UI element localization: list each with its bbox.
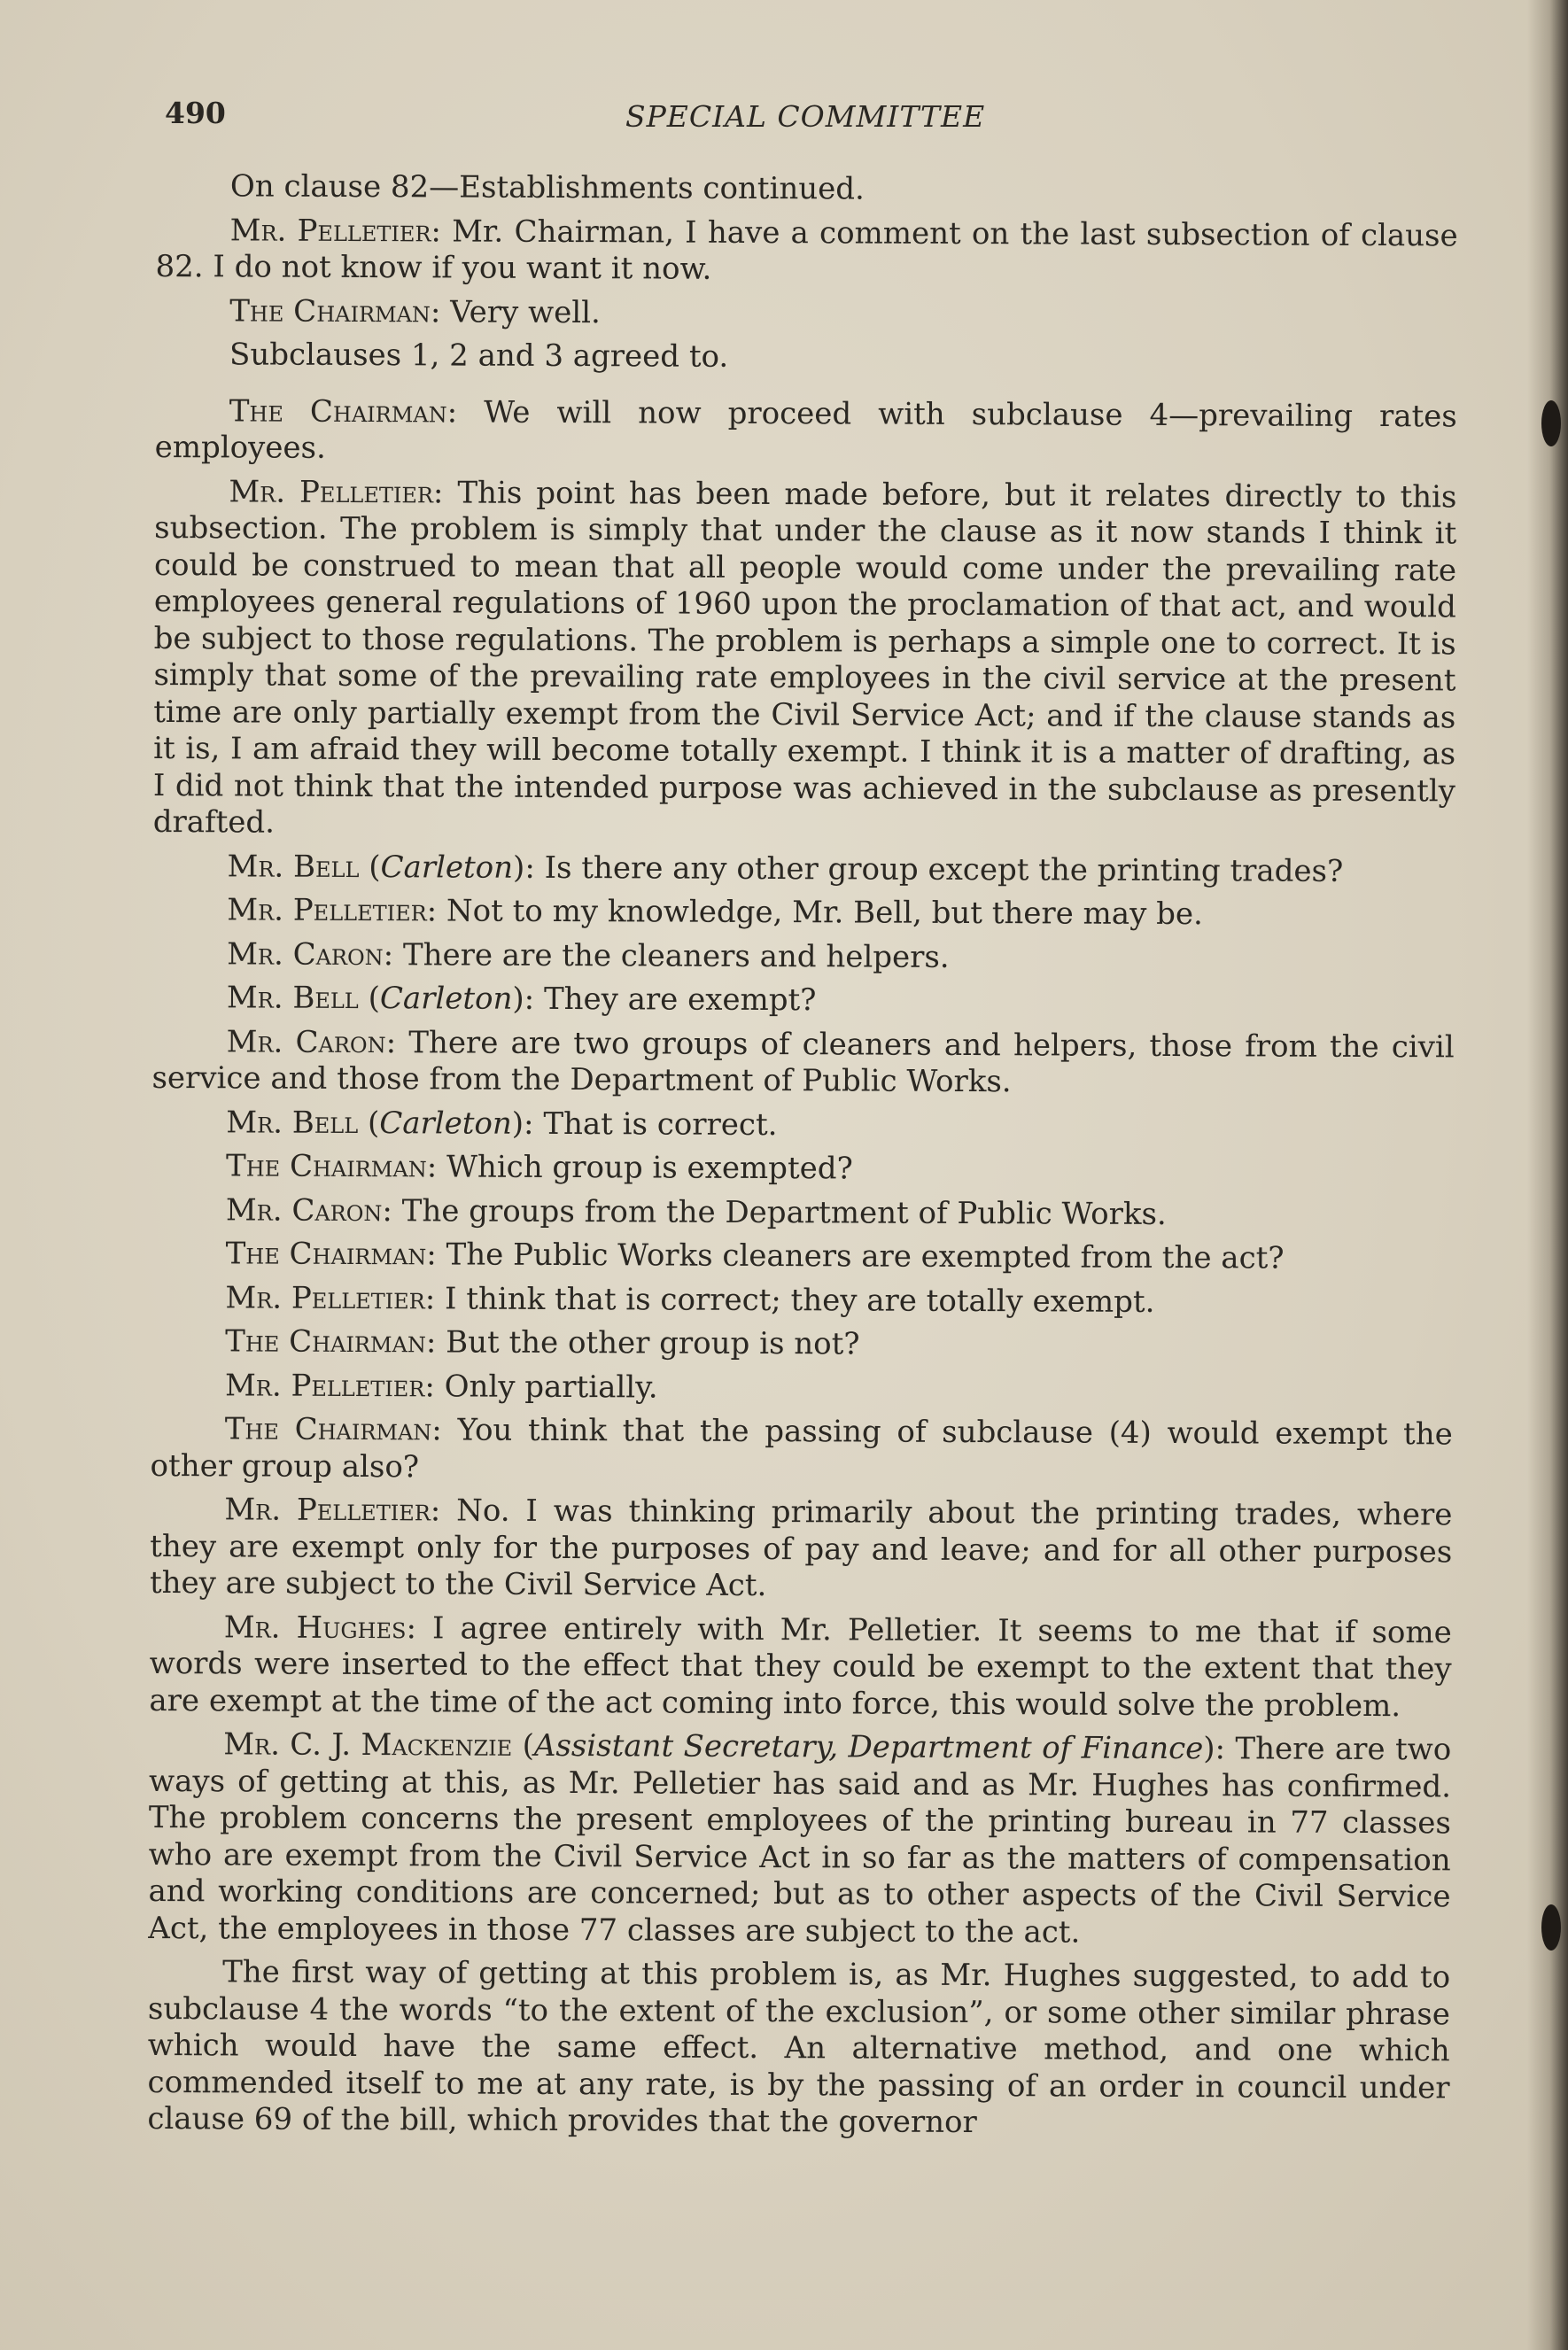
speaker-name: The Chairman	[225, 1236, 427, 1273]
speaker-riding: Carleton	[380, 849, 514, 886]
paragraph: The Chairman: We will now proceed with subclause 4—prevailing rates employees.	[154, 392, 1457, 466]
speaker-name: Mr. Caron	[227, 935, 384, 973]
paragraph: Mr. Bell (Carleton): Is there any other group except the printing trades?	[227, 848, 1344, 889]
paragraph: The Chairman: Which group is exempted?	[225, 1148, 853, 1187]
speaker-name: The Chairman	[225, 1148, 427, 1185]
speaker-name: Mr. Pelletier	[227, 892, 427, 929]
paragraph: On clause 82—Establishments continued.	[229, 168, 865, 207]
paragraph: Mr. Bell (Carleton): That is correct.	[226, 1104, 778, 1143]
page-number: 490	[165, 96, 226, 130]
speaker-name: The Chairman	[225, 1323, 426, 1361]
binder-ring	[1541, 400, 1561, 446]
speaker-name: Mr. C. J. Mackenzie	[223, 1726, 513, 1764]
paragraph: Mr. Pelletier: Only partially.	[224, 1367, 658, 1405]
paragraph: Mr. Pelletier: Not to my knowledge, Mr. Bell, but there may be.	[227, 892, 1203, 933]
speaker-name: Mr. Caron	[226, 1023, 386, 1060]
speaker-riding: Assistant Secretary, Department of Finance	[533, 1727, 1204, 1767]
speaker-name: Mr. Bell	[226, 980, 359, 1017]
paragraph: Mr. Pelletier: I think that is correct; they are totally exempt.	[225, 1279, 1155, 1320]
paragraph: Mr. C. J. Mackenzie (Assistant Secretary, Department of Finance): There are two ways of getting at this, as Mr. Pelletier has said and as Mr. Hughes has confirmed. The problem concerns the present employees of the printing bureau in 77 classes who are exempt from the Civil Service Act in so far as the matters of compensation and working conditions are concerned; but as to other aspects of the Civil Service Act, the employees in those 77 classes are subject to the act.	[148, 1726, 1452, 1951]
speaker-name: The Chairman	[224, 1411, 432, 1448]
speaker-riding: Carleton	[379, 1105, 512, 1142]
paragraph: Mr. Pelletier: This point has been made before, but it relates directly to this subsection. The problem is simply that under the clause as it now stands I think it could be construed to mean that all people would come under the prevailing rate employees general regulations of 1960 upon the proclamation of that act, and would be subject to those regulations. The problem is perhaps a simple one to correct. It is simply that some of the prevailing rate employees in the civil service at the present time are only partially exempt from the Civil Service Act; and if the clause stands as it is, I am afraid they will become totally exempt. I think it is a matter of drafting, as I did not think that the intended purpose was achieved in the subclause as presently drafted.	[152, 473, 1457, 841]
speaker-name: Mr. Caron	[225, 1191, 383, 1229]
paragraph: Mr. Pelletier: Mr. Chairman, I have a comment on the last subsection of clause 82. I do not know if you want it now.	[155, 212, 1458, 287]
binding-shadow	[1527, 0, 1568, 2350]
speaker-name: Mr. Pelletier	[224, 1367, 425, 1404]
page-header	[165, 96, 1467, 136]
paragraph: The Chairman: The Public Works cleaners are exempted from the act?	[225, 1236, 1285, 1276]
paragraph: Mr. Pelletier: No. I was thinking primarily about the printing trades, where they are exempt only for the purposes of pay and leave; and for all other purposes they are subject to the Civil Service Act.	[149, 1492, 1453, 1604]
speaker-name: The Chairman	[229, 292, 431, 330]
binder-ring	[1541, 1904, 1561, 1951]
running-head: SPECIAL COMMITTEE	[625, 99, 986, 134]
paragraph: Subclauses 1, 2 and 3 agreed to.	[229, 337, 729, 375]
speaker-name: The Chairman	[229, 392, 447, 430]
paragraph: The first way of getting at this problem is, as Mr. Hughes suggested, to add to subclause 4 the words “to the extent of the exclusion”, or some other similar phrase which would have the same effect. An alternative method, and one which commended itself to me at any rate, is by the passing of an order in council under clause 69 of the bill, which provides that the governor	[147, 1954, 1451, 2141]
speaker-name: Mr. Pelletier	[229, 212, 431, 249]
paragraph: Mr. Caron: There are two groups of cleaners and helpers, those from the civil service and those from the Department of Public Works.	[151, 1023, 1455, 1100]
speaker-riding: Carleton	[379, 981, 513, 1017]
paragraph: Mr. Caron: The groups from the Department of Public Works.	[225, 1191, 1167, 1232]
paragraph: Mr. Caron: There are the cleaners and helpers.	[227, 935, 950, 975]
speaker-name: Mr. Pelletier	[225, 1279, 425, 1316]
paragraph: Mr. Bell (Carleton): They are exempt?	[226, 980, 817, 1019]
document-body	[147, 168, 1458, 2151]
paragraph: The Chairman: But the other group is not?	[225, 1323, 860, 1362]
speaker-name: Mr. Hughes	[223, 1609, 407, 1646]
speaker-name: Mr. Pelletier	[224, 1492, 431, 1529]
paragraph: Mr. Hughes: I agree entirely with Mr. Pelletier. It seems to me that if some words were inserted to the effect that they could be exempt to the extent that they are exempt at the time of the act coming into force, this would solve the problem.	[149, 1609, 1452, 1724]
speaker-name: Mr. Bell	[226, 1104, 359, 1141]
paragraph: The Chairman: Very well.	[229, 292, 601, 330]
paragraph: The Chairman: You think that the passing of subclause (4) would exempt the other group also?	[150, 1411, 1453, 1485]
speaker-name: Mr. Bell	[227, 848, 360, 885]
speaker-name: Mr. Pelletier	[229, 473, 434, 510]
